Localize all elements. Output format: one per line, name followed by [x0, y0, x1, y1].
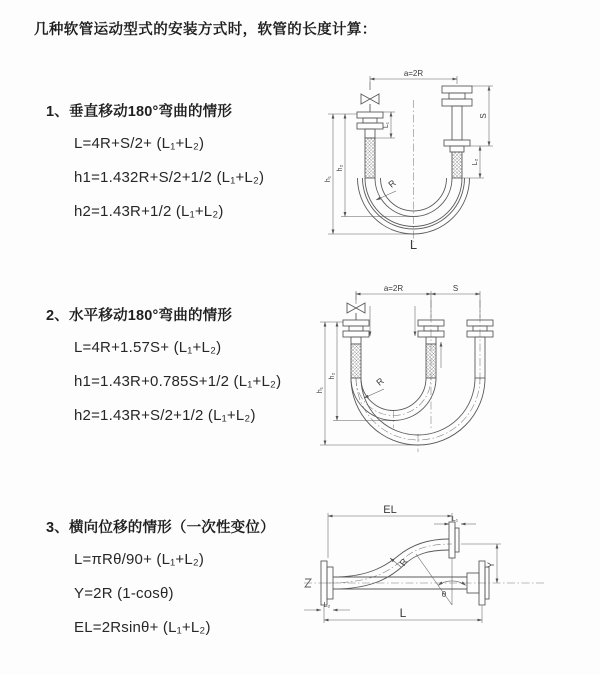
formula-h1: h1=1.432R+S/2+1/2 (L₁+L₂) [74, 169, 265, 186]
angle-label: θ [441, 590, 447, 599]
formula-y: Y=2R (1-cosθ) [74, 585, 174, 602]
formula-l: L=4R+1.57S+ (L₁+L₂) [74, 339, 222, 356]
dimension-lines [320, 291, 480, 445]
section-2-heading: 2、水平移动180°弯曲的情形 [46, 308, 233, 324]
hose-assembly [343, 303, 493, 445]
formula-el: EL=2Rsinθ+ (L₁+L₂) [74, 619, 211, 636]
dim-label-h1: h₁ [317, 386, 324, 394]
dim-label-l2: L₂ [323, 602, 331, 609]
dim-label-a2r: a=2R [403, 69, 424, 78]
radius-label: R [374, 375, 386, 388]
length-label: L [409, 237, 418, 252]
radius-label: R [386, 177, 398, 190]
formula-h2: h2=1.43R+1/2 (L₁+L₂) [74, 203, 224, 220]
dim-label-l2: L₂ [472, 158, 479, 166]
dim-label-h2: h₂ [337, 164, 344, 172]
dim-label-el: EL [383, 504, 397, 516]
valve-icon [347, 303, 365, 313]
centerlines [356, 292, 480, 452]
page-title: 几种软管运动型式的安装方式时，软管的长度计算： [34, 22, 377, 38]
diagram-vertical-180-bend [310, 64, 596, 266]
braid-hatch [452, 152, 462, 178]
dim-label-h2: h₂ [329, 372, 336, 380]
dim-label-y: Y [486, 561, 496, 569]
diagram-lateral-displacement [294, 498, 600, 650]
braid-hatch [426, 344, 436, 378]
section-lateral-displacement [46, 516, 336, 645]
dim-label-s: S [479, 113, 488, 119]
radius-label: R [397, 556, 410, 568]
formula-h2: h2=1.43R+S/2+1/2 (L₁+L₂) [74, 407, 256, 424]
length-label: L [399, 606, 407, 620]
braid-hatch [365, 138, 375, 178]
section-vertical-bend [46, 100, 336, 229]
formula-l: L=πRθ/90+ (L₁+L₂) [74, 551, 205, 568]
section-3-heading: 3、横向位移的情形（一次性变位） [46, 520, 275, 536]
braid-hatch [351, 344, 361, 378]
section-1-heading: 1、垂直移动180°弯曲的情形 [46, 104, 233, 120]
section-horizontal-bend [46, 304, 336, 433]
formula-l: L=4R+S/2+ (L₁+L₂) [74, 135, 205, 152]
centerlines [370, 82, 414, 242]
valve-icon [361, 94, 379, 104]
hose-assembly [357, 86, 472, 234]
diagram-horizontal-180-bend [304, 280, 600, 462]
formula-h1: h1=1.43R+0.785S+1/2 (L₁+L₂) [74, 373, 282, 390]
dim-label-a2r: a=2R [383, 284, 404, 293]
dim-label-l1: L₁ [383, 121, 390, 129]
dimension-lines [328, 76, 493, 234]
dim-label-h1: h₁ [325, 175, 332, 183]
dim-label-l1: L₁ [451, 516, 459, 523]
dim-label-s: S [452, 284, 459, 293]
